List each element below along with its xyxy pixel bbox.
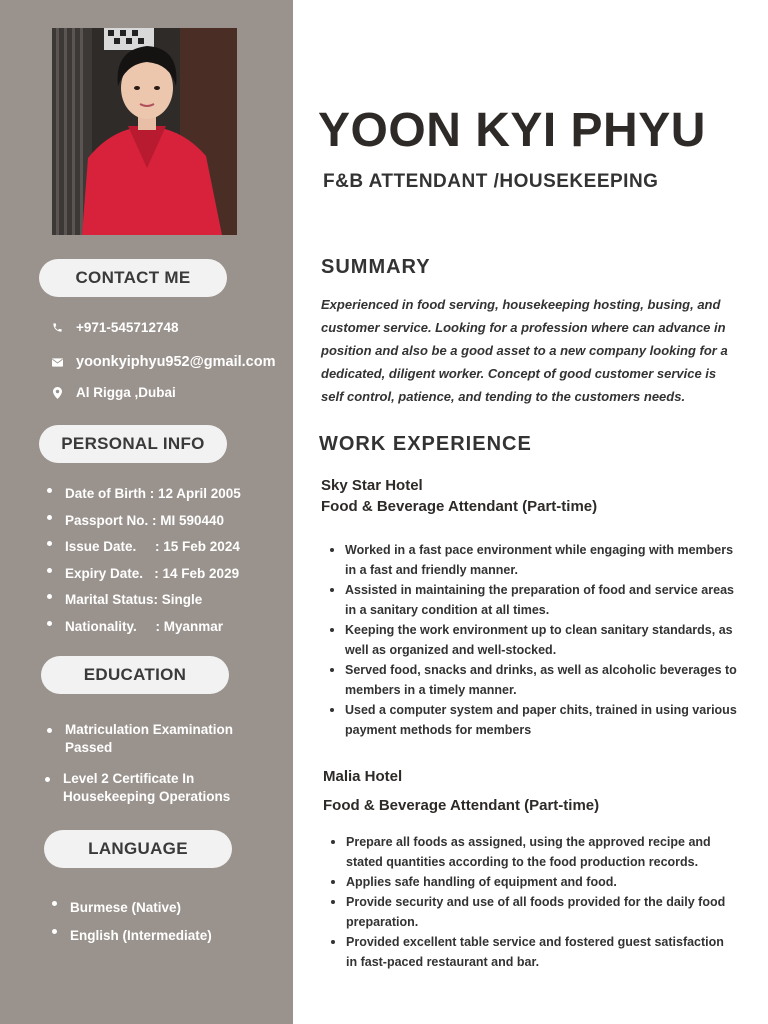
job-title: Food & Beverage Attendant (Part-time) <box>321 498 598 515</box>
email-icon <box>50 355 64 369</box>
education-list <box>47 721 262 806</box>
personal-info-heading: PERSONAL INFO <box>39 425 227 463</box>
job-company: Sky Star Hotel <box>321 477 423 494</box>
profile-photo <box>52 28 237 235</box>
personal-info-item: Date of Birth : 12 April 2005 <box>47 481 287 508</box>
education-heading: EDUCATION <box>41 656 229 694</box>
summary-text: Experienced in food serving, housekeeping hosting, busing, and customer service. Looking for a profession where can advance in position and also be a good asset to a new company looking for a dedicated, diligent worker. Concept of good customer service is self control, patience, and tending to the customers needs. <box>321 297 728 404</box>
job-company: Malia Hotel <box>323 768 403 785</box>
personal-info-item: Marital Status: Single <box>47 587 287 614</box>
job-bullet: Assisted in maintaining the preparation of food and service areas in a sanitary condition at all times. <box>320 580 740 620</box>
personal-info-item: Issue Date. : 15 Feb 2024 <box>47 534 287 561</box>
language-item: Burmese (Native) <box>52 894 272 922</box>
contact-phone <box>50 320 178 335</box>
contact-heading: CONTACT ME <box>39 259 227 297</box>
location-text: Al Rigga ,Dubai <box>76 385 176 400</box>
job-bullet: Provide security and use of all foods provided for the daily food preparation. <box>321 892 736 932</box>
education-item: Level 2 Certificate In Housekeeping Operations <box>45 770 262 806</box>
contact-location <box>50 385 176 400</box>
job-bullet: Keeping the work environment up to clean sanitary standards, as well as organized and well-stocked. <box>320 620 740 660</box>
phone-icon <box>50 321 64 335</box>
job-bullet: Applies safe handling of equipment and food. <box>321 872 736 892</box>
job-title: Food & Beverage Attendant (Part-time) <box>323 797 600 814</box>
job-bullet: Used a computer system and paper chits, trained in using various payment methods for members <box>320 700 740 740</box>
job-bullet: Provided excellent table service and fostered guest satisfaction in fast-paced restaurant and bar. <box>321 932 736 972</box>
summary-heading: SUMMARY <box>321 256 431 278</box>
personal-info-item: Expiry Date. : 14 Feb 2029 <box>47 561 287 588</box>
work-experience-heading: WORK EXPERIENCE <box>319 433 532 455</box>
job-bullet: Prepare all foods as assigned, using the approved recipe and stated quantities according to the food production records. <box>321 832 736 872</box>
personal-info-list <box>47 481 287 640</box>
candidate-name: YOON KYI PHYU <box>318 104 706 157</box>
phone-text[interactable]: +971-545712748 <box>76 320 179 335</box>
job-bullets <box>321 832 736 972</box>
candidate-role: F&B ATTENDANT /HOUSEKEEPING <box>323 171 659 192</box>
personal-info-item: Passport No. : MI 590440 <box>47 508 287 535</box>
email-text[interactable]: yoonkyiphyu952@gmail.com <box>76 354 276 370</box>
language-list <box>52 894 272 950</box>
language-heading: LANGUAGE <box>44 830 232 868</box>
education-item: Matriculation Examination Passed <box>47 721 262 757</box>
contact-email <box>50 354 275 370</box>
job-bullets <box>320 540 740 740</box>
location-pin-icon <box>50 386 64 400</box>
sidebar <box>0 0 293 1024</box>
language-item: English (Intermediate) <box>52 922 272 950</box>
personal-info-item: Nationality. : Myanmar <box>47 614 287 641</box>
job-bullet: Served food, snacks and drinks, as well as alcoholic beverages to members in a timely manner. <box>320 660 740 700</box>
job-bullet: Worked in a fast pace environment while engaging with members in a fast and friendly manner. <box>320 540 740 580</box>
